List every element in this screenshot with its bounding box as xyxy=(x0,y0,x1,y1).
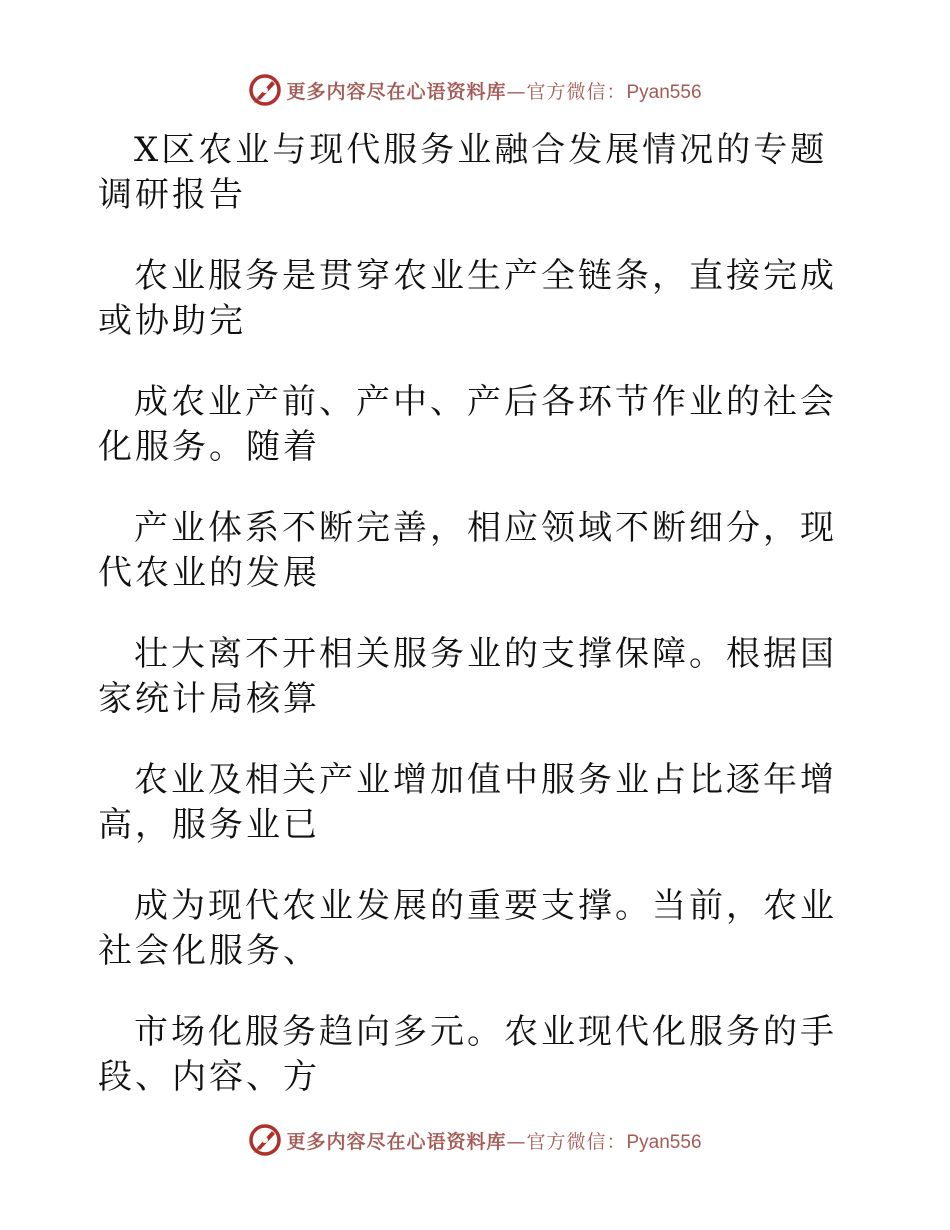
paragraph: 农业及相关产业增加值中服务业占比逐年增高，服务业已 xyxy=(98,760,837,845)
header-banner-text: 更多内容尽在心语资料库—官方微信：Pyan556 xyxy=(286,80,702,103)
footer-banner xyxy=(0,1120,950,1160)
quill-pen-circle-icon xyxy=(248,1123,282,1157)
document-title: X区农业与现代服务业融合发展情况的专题调研报告 xyxy=(98,130,828,215)
paragraph: 成农业产前、产中、产后各环节作业的社会化服务。随着 xyxy=(98,382,837,467)
document-body xyxy=(98,128,858,1136)
paragraph: 成为现代农业发展的重要支撑。当前，农业社会化服务、 xyxy=(98,886,837,971)
header-banner xyxy=(0,70,950,110)
paragraph: 农业服务是贯穿农业生产全链条，直接完成或协助完 xyxy=(98,256,837,341)
paragraph: 壮大离不开相关服务业的支撑保障。根据国家统计局核算 xyxy=(98,634,837,719)
paragraph: 市场化服务趋向多元。农业现代化服务的手段、内容、方 xyxy=(98,1012,837,1097)
footer-banner-text: 更多内容尽在心语资料库—官方微信：Pyan556 xyxy=(286,1130,702,1153)
quill-pen-circle-icon xyxy=(248,73,282,107)
paragraph: 产业体系不断完善，相应领域不断细分，现代农业的发展 xyxy=(98,508,837,593)
